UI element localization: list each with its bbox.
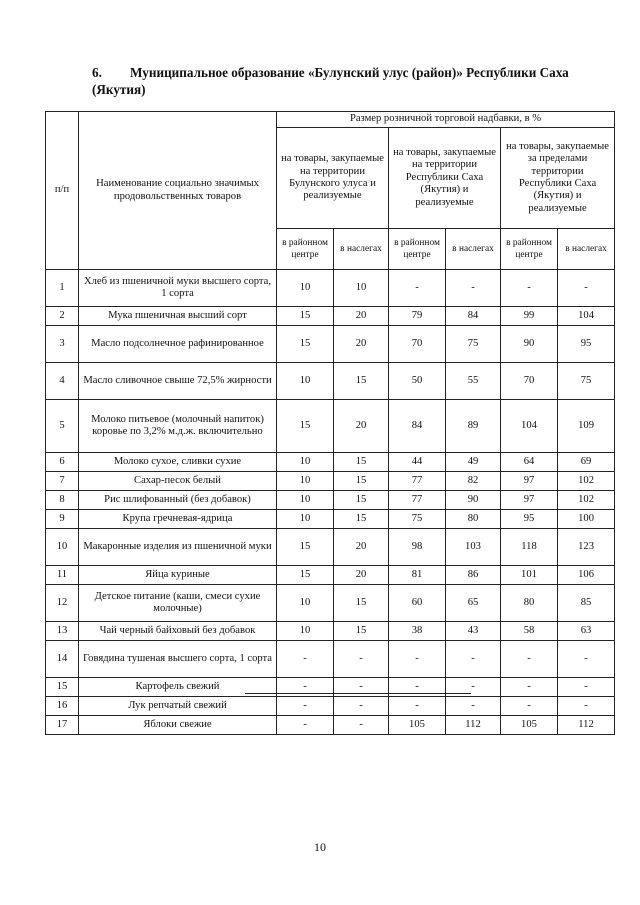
markup-value: 80 [446, 510, 501, 529]
markup-value: 118 [501, 529, 558, 566]
markup-value: 112 [446, 716, 501, 735]
header-subgroup-2: на товары, закупаемые на территории Республики Саха (Якутия) и реализуемые [389, 128, 501, 229]
markup-value: 10 [277, 453, 334, 472]
markup-value: 15 [277, 529, 334, 566]
markup-value: - [277, 678, 334, 697]
markup-value: 20 [334, 566, 389, 585]
markup-value: 80 [501, 585, 558, 622]
row-number: 14 [46, 641, 79, 678]
product-name: Крупа гречневая-ядрица [79, 510, 277, 529]
markup-value: 109 [558, 400, 615, 453]
header-center-1: в районном центре [277, 229, 334, 270]
markup-value: 75 [389, 510, 446, 529]
markup-value: 10 [277, 363, 334, 400]
markup-value: 63 [558, 622, 615, 641]
product-name: Чай черный байховый без добавок [79, 622, 277, 641]
markup-value: 38 [389, 622, 446, 641]
markup-value: - [446, 270, 501, 307]
markup-value: 100 [558, 510, 615, 529]
markup-value: 104 [558, 307, 615, 326]
product-name: Детское питание (каши, смеси сухие молочные) [79, 585, 277, 622]
table-row [46, 510, 615, 529]
product-name: Масло подсолнечное рафинированное [79, 326, 277, 363]
product-name: Молоко питьевое (молочный напиток) коровье по 3,2% м.д.ж. включительно [79, 400, 277, 453]
markup-value: 10 [277, 622, 334, 641]
markup-value: 20 [334, 307, 389, 326]
markup-value: 15 [334, 453, 389, 472]
markup-value: 75 [558, 363, 615, 400]
markup-value: 81 [389, 566, 446, 585]
markup-value: 43 [446, 622, 501, 641]
row-number: 4 [46, 363, 79, 400]
row-number: 1 [46, 270, 79, 307]
markup-value: 15 [334, 510, 389, 529]
markup-value: 84 [446, 307, 501, 326]
markup-value: 10 [277, 472, 334, 491]
markup-value: 50 [389, 363, 446, 400]
row-number: 7 [46, 472, 79, 491]
markup-value: 55 [446, 363, 501, 400]
markup-value: - [501, 697, 558, 716]
markup-value: 77 [389, 472, 446, 491]
markup-value: 101 [501, 566, 558, 585]
markup-value: 10 [277, 491, 334, 510]
markup-value: 15 [277, 400, 334, 453]
markup-value: - [446, 697, 501, 716]
markup-value: 10 [277, 585, 334, 622]
product-name: Макаронные изделия из пшеничной муки [79, 529, 277, 566]
markup-value: 103 [446, 529, 501, 566]
markup-value: - [389, 697, 446, 716]
product-name: Говядина тушеная высшего сорта, 1 сорта [79, 641, 277, 678]
row-number: 13 [46, 622, 79, 641]
markup-value: 79 [389, 307, 446, 326]
markup-value: 20 [334, 400, 389, 453]
product-name: Сахар-песок белый [79, 472, 277, 491]
product-name: Яблоки свежие [79, 716, 277, 735]
markup-value: - [334, 641, 389, 678]
markup-value: 95 [558, 326, 615, 363]
markup-value: 10 [334, 270, 389, 307]
markup-value: 89 [446, 400, 501, 453]
markup-value: 15 [334, 622, 389, 641]
markup-value: - [501, 641, 558, 678]
markup-value: 99 [501, 307, 558, 326]
markup-value: - [389, 641, 446, 678]
row-number: 12 [46, 585, 79, 622]
table-row [46, 641, 615, 678]
row-number: 8 [46, 491, 79, 510]
markup-value: 75 [446, 326, 501, 363]
markup-value: 82 [446, 472, 501, 491]
header-nasleg-1: в наслегах [334, 229, 389, 270]
markup-value: 65 [446, 585, 501, 622]
row-number: 9 [46, 510, 79, 529]
product-name: Яйца куриные [79, 566, 277, 585]
markup-value: 84 [389, 400, 446, 453]
markup-value: - [446, 641, 501, 678]
row-number: 2 [46, 307, 79, 326]
markup-value: 70 [501, 363, 558, 400]
row-number: 5 [46, 400, 79, 453]
product-name: Рис шлифованный (без добавок) [79, 491, 277, 510]
markup-value: - [446, 678, 501, 697]
markup-value: 90 [501, 326, 558, 363]
markup-value: 15 [334, 585, 389, 622]
markup-value: 10 [277, 270, 334, 307]
markup-value: - [558, 697, 615, 716]
markup-value: 98 [389, 529, 446, 566]
markup-value: 86 [446, 566, 501, 585]
product-name: Масло сливочное свыше 72,5% жирности [79, 363, 277, 400]
markup-value: 85 [558, 585, 615, 622]
markup-value: 20 [334, 326, 389, 363]
table-row [46, 307, 615, 326]
table-row [46, 453, 615, 472]
page-number: 10 [314, 840, 326, 854]
markup-value: - [277, 716, 334, 735]
markup-value: 60 [389, 585, 446, 622]
markup-value: 49 [446, 453, 501, 472]
markup-value: 104 [501, 400, 558, 453]
table-row [46, 270, 615, 307]
row-number: 15 [46, 678, 79, 697]
markup-value: - [501, 678, 558, 697]
markup-value: - [334, 678, 389, 697]
markup-value: 58 [501, 622, 558, 641]
markup-value: 90 [446, 491, 501, 510]
markup-value: - [389, 270, 446, 307]
table-row [46, 491, 615, 510]
markup-value: - [334, 716, 389, 735]
table-row [46, 697, 615, 716]
markup-value: 102 [558, 472, 615, 491]
product-name: Хлеб из пшеничной муки высшего сорта, 1 сорта [79, 270, 277, 307]
table-row [46, 529, 615, 566]
row-number: 6 [46, 453, 79, 472]
markup-value: - [558, 270, 615, 307]
markup-value: - [558, 678, 615, 697]
markup-value: 20 [334, 529, 389, 566]
markup-value: - [558, 641, 615, 678]
row-number: 17 [46, 716, 79, 735]
markup-value: 15 [277, 326, 334, 363]
header-nasleg-2: в наслегах [446, 229, 501, 270]
markup-value: 106 [558, 566, 615, 585]
markup-value: 105 [501, 716, 558, 735]
row-number: 3 [46, 326, 79, 363]
header-subgroup-3: на товары, закупаемые за пределами территории Республики Саха (Якутия) и реализуемые [501, 128, 615, 229]
header-name: Наименование социально значимых продовольственных товаров [79, 112, 277, 270]
markup-value: - [277, 697, 334, 716]
markup-value: 10 [277, 510, 334, 529]
product-name: Мука пшеничная высший сорт [79, 307, 277, 326]
row-number: 11 [46, 566, 79, 585]
markup-value: 70 [389, 326, 446, 363]
markup-value: - [334, 697, 389, 716]
markup-value: 102 [558, 491, 615, 510]
table-row [46, 716, 615, 735]
header-center-3: в районном центре [501, 229, 558, 270]
section-title: Муниципальное образование «Булунский улус (район)» Республики Саха (Якутия) [92, 65, 569, 97]
table-row [46, 400, 615, 453]
table-row [46, 622, 615, 641]
row-number: 16 [46, 697, 79, 716]
header-nasleg-3: в наслегах [558, 229, 615, 270]
header-np: п/п [46, 112, 79, 270]
markup-value: 44 [389, 453, 446, 472]
markup-value: 112 [558, 716, 615, 735]
markup-value: 95 [501, 510, 558, 529]
product-name: Картофель свежий [79, 678, 277, 697]
markup-value: 64 [501, 453, 558, 472]
product-name: Лук репчатый свежий [79, 697, 277, 716]
header-group: Размер розничной торговой надбавки, в % [277, 112, 615, 128]
section-heading [92, 64, 612, 98]
markup-value: 15 [277, 307, 334, 326]
header-center-2: в районном центре [389, 229, 446, 270]
markup-value: 15 [277, 566, 334, 585]
markup-value: 15 [334, 363, 389, 400]
table-row [46, 566, 615, 585]
table-row [46, 585, 615, 622]
table-row [46, 472, 615, 491]
markup-value: 15 [334, 491, 389, 510]
footnote-divider [245, 693, 471, 694]
markup-value: 69 [558, 453, 615, 472]
markup-value: 15 [334, 472, 389, 491]
table-row [46, 363, 615, 400]
markup-value: 105 [389, 716, 446, 735]
markup-value: - [501, 270, 558, 307]
markup-table [45, 111, 615, 735]
markup-value: 123 [558, 529, 615, 566]
header-subgroup-1: на товары, закупаемые на территории Булунского улуса и реализуемые [277, 128, 389, 229]
product-name: Молоко сухое, сливки сухие [79, 453, 277, 472]
markup-value: - [389, 678, 446, 697]
table-row [46, 326, 615, 363]
markup-value: - [277, 641, 334, 678]
section-number: 6. [92, 65, 102, 80]
markup-value: 97 [501, 472, 558, 491]
row-number: 10 [46, 529, 79, 566]
markup-value: 77 [389, 491, 446, 510]
header-row-1 [46, 112, 615, 128]
markup-value: 97 [501, 491, 558, 510]
